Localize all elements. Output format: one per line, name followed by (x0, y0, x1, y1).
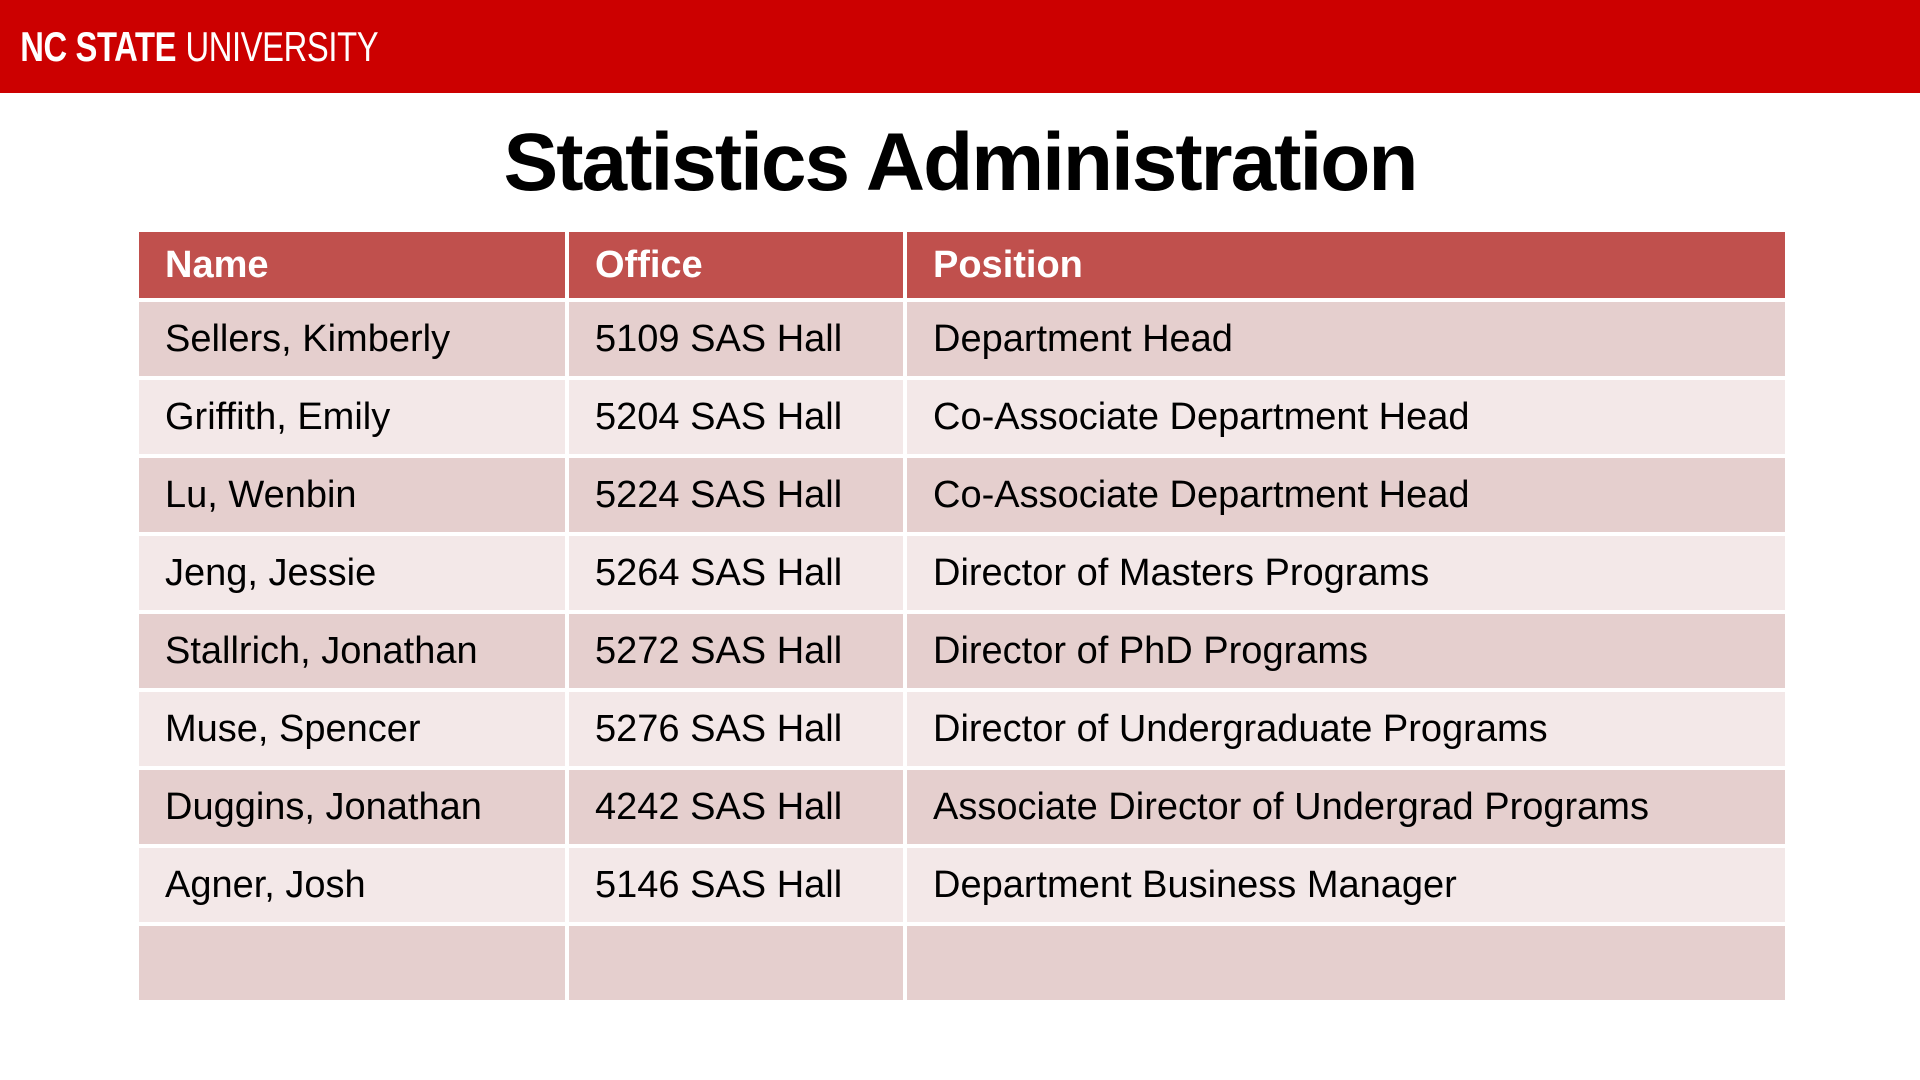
table-row (137, 768, 1787, 846)
table-row (137, 612, 1787, 690)
cell-office: 5204 SAS Hall (567, 378, 905, 456)
cell-name: Muse, Spencer (137, 690, 567, 768)
cell-position: Director of Masters Programs (905, 534, 1787, 612)
cell-position: Co-Associate Department Head (905, 456, 1787, 534)
table-row (137, 378, 1787, 456)
cell-office: 5272 SAS Hall (567, 612, 905, 690)
column-header-name: Name (137, 230, 567, 300)
table-header (137, 230, 1787, 300)
table-row (137, 690, 1787, 768)
cell-name: Stallrich, Jonathan (137, 612, 567, 690)
table-row (137, 534, 1787, 612)
cell-position: Associate Director of Undergrad Programs (905, 768, 1787, 846)
column-header-position: Position (905, 230, 1787, 300)
cell-name (137, 924, 567, 1002)
cell-position: Department Head (905, 300, 1787, 378)
cell-office: 5224 SAS Hall (567, 456, 905, 534)
page-title: Statistics Administration (503, 117, 1417, 208)
cell-position: Director of Undergraduate Programs (905, 690, 1787, 768)
brand-header-bar (0, 0, 1920, 93)
table-header-row (137, 230, 1787, 300)
column-header-office: Office (567, 230, 905, 300)
cell-office: 5264 SAS Hall (567, 534, 905, 612)
cell-office (567, 924, 905, 1002)
staff-table (135, 228, 1789, 1004)
cell-position: Co-Associate Department Head (905, 378, 1787, 456)
cell-name: Duggins, Jonathan (137, 768, 567, 846)
cell-office: 5276 SAS Hall (567, 690, 905, 768)
cell-office: 5109 SAS Hall (567, 300, 905, 378)
cell-position: Director of PhD Programs (905, 612, 1787, 690)
cell-position: Department Business Manager (905, 846, 1787, 924)
cell-name: Sellers, Kimberly (137, 300, 567, 378)
cell-office: 4242 SAS Hall (567, 768, 905, 846)
table-row-empty (137, 924, 1787, 1002)
table-row (137, 846, 1787, 924)
cell-name: Lu, Wenbin (137, 456, 567, 534)
cell-name: Jeng, Jessie (137, 534, 567, 612)
table-body (137, 300, 1787, 1002)
cell-office: 5146 SAS Hall (567, 846, 905, 924)
table-row (137, 300, 1787, 378)
table-row (137, 456, 1787, 534)
nc-state-logo (0, 22, 379, 70)
cell-name: Griffith, Emily (137, 378, 567, 456)
cell-position (905, 924, 1787, 1002)
logo-text-secondary: UNIVERSITY (185, 22, 379, 70)
logo-text-primary: NC STATE (20, 22, 177, 70)
cell-name: Agner, Josh (137, 846, 567, 924)
